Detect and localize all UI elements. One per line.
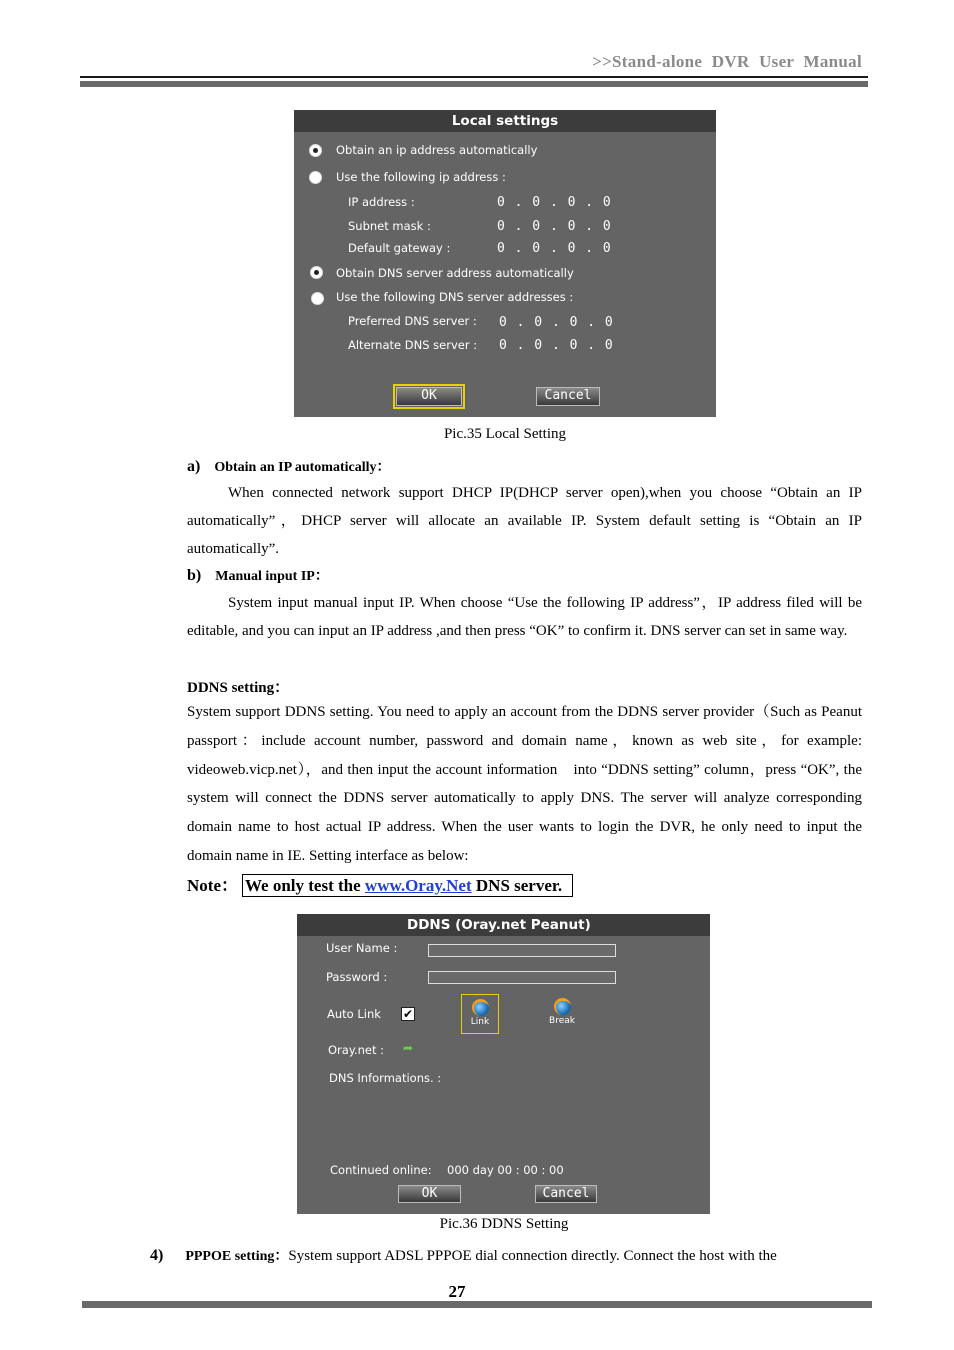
alternate-dns-label: Alternate DNS server :: [348, 338, 478, 352]
obtain-dns-auto-radio[interactable]: [310, 266, 323, 279]
local-settings-panel: [294, 110, 716, 417]
ddns-panel-title: DDNS (Oray.net Peanut): [297, 914, 710, 936]
ip-address-field[interactable]: 0 . 0 . 0 . 0: [497, 195, 612, 210]
section-a-title: Obtain an IP automatically：: [214, 460, 391, 475]
ddns-ok-button[interactable]: OK: [398, 1185, 461, 1203]
obtain-dns-auto-label: Obtain DNS server address automatically: [336, 266, 574, 280]
default-gateway-label: Default gateway :: [348, 241, 451, 255]
preferred-dns-label: Preferred DNS server :: [348, 314, 477, 328]
note-line: [187, 871, 573, 897]
ddns-panel: [297, 914, 710, 1214]
caption-pic36: Pic.36 DDNS Setting: [439, 1216, 569, 1232]
header-title: >>Stand-alone DVR User Manual: [592, 52, 862, 71]
section-a-body: When connected network support DHCP IP(DHCP server open),when you choose “Obtain an IP automatically”，DHCP server will allocate an available IP. System default setting is “Obtain an IP automatically”.: [187, 485, 862, 557]
username-field[interactable]: [428, 944, 616, 957]
link-label: Link: [470, 1017, 490, 1027]
subnet-mask-field[interactable]: 0 . 0 . 0 . 0: [497, 219, 612, 234]
alternate-dns-field[interactable]: 0 . 0 . 0 . 0: [499, 338, 614, 353]
section-a-heading: [187, 456, 391, 476]
section-a-marker: a): [187, 458, 201, 475]
link-globe-icon: [472, 999, 489, 1016]
header-rule-thick: [80, 81, 868, 87]
section-4-line: [150, 1245, 777, 1265]
obtain-ip-auto-radio[interactable]: [309, 144, 322, 157]
break-label: Break: [549, 1016, 575, 1026]
section-b-title: Manual input IP：: [215, 569, 329, 584]
page-number: 27: [448, 1282, 466, 1301]
footer-rule: [82, 1301, 872, 1308]
section-b-body: System input manual input IP. When choose “Use the following IP address”，IP address filed will be editable, and you can input an IP address ,and then press “OK” to confirm it. DNS server can set in same way.: [187, 595, 862, 639]
section-b-marker: b): [187, 567, 202, 584]
oray-link[interactable]: www.Oray.Net: [364, 876, 472, 895]
section-4-body: System support ADSL PPPOE dial connection directly. Connect the host with the: [288, 1248, 777, 1264]
use-following-ip-radio[interactable]: [309, 171, 322, 184]
section-b-heading: [187, 565, 329, 585]
auto-link-label: Auto Link: [327, 1007, 381, 1021]
ok-button[interactable]: OK: [396, 387, 462, 406]
use-following-dns-radio[interactable]: [311, 292, 324, 305]
ddns-cancel-button[interactable]: Cancel: [535, 1185, 597, 1203]
caption-pic35: Pic.35 Local Setting: [443, 426, 567, 442]
link-button[interactable]: [461, 994, 499, 1034]
auto-link-checkbox[interactable]: ✔: [402, 1007, 414, 1021]
ddns-heading: DDNS setting：: [187, 680, 290, 696]
break-globe-icon: [554, 998, 571, 1015]
username-label: User Name :: [326, 941, 398, 955]
continued-online-label: Continued online:: [330, 1163, 432, 1177]
continued-online-value: 000 day 00 : 00 : 00: [447, 1163, 564, 1177]
preferred-dns-field[interactable]: 0 . 0 . 0 . 0: [499, 315, 614, 330]
cancel-button[interactable]: Cancel: [536, 387, 600, 406]
use-following-dns-label: Use the following DNS server addresses :: [336, 290, 574, 304]
note-box: [242, 874, 573, 897]
header-rule: [80, 76, 868, 78]
password-field[interactable]: [428, 971, 616, 984]
password-label: Password :: [326, 970, 388, 984]
subnet-mask-label: Subnet mask :: [348, 219, 431, 233]
break-button[interactable]: [544, 994, 580, 1032]
local-settings-title: Local settings: [294, 110, 716, 132]
oray-net-label: Oray.net :: [328, 1043, 385, 1057]
ddns-body: System support DDNS setting. You need to apply an account from the DDNS server provider（Such as Peanut passport：include account number, password and domain name，known as web site，for example: videoweb.vicp.net），and then input the account information into “DDNS setting” column，press “OK”, the system will connect the DDNS server automatically to apply DNS. The server will analyze corresponding domain name to host actual IP address. When the user wants to login the DVR, he only need to input the domain name in IE. Setting interface as below:: [187, 704, 862, 864]
status-arrow-icon: ➦: [403, 1041, 414, 1055]
section-4-marker: 4): [150, 1247, 164, 1264]
obtain-ip-auto-label: Obtain an ip address automatically: [336, 143, 538, 157]
dns-info-label: DNS Informations. :: [329, 1071, 442, 1085]
note-label: Note：: [187, 876, 238, 895]
note-text-after: DNS server.: [471, 876, 563, 895]
use-following-ip-label: Use the following ip address :: [336, 170, 506, 184]
ip-address-label: IP address :: [348, 195, 415, 209]
note-text-before: We only test the: [244, 876, 365, 895]
section-4-title: PPPOE setting：: [185, 1249, 289, 1264]
default-gateway-field[interactable]: 0 . 0 . 0 . 0: [497, 241, 612, 256]
